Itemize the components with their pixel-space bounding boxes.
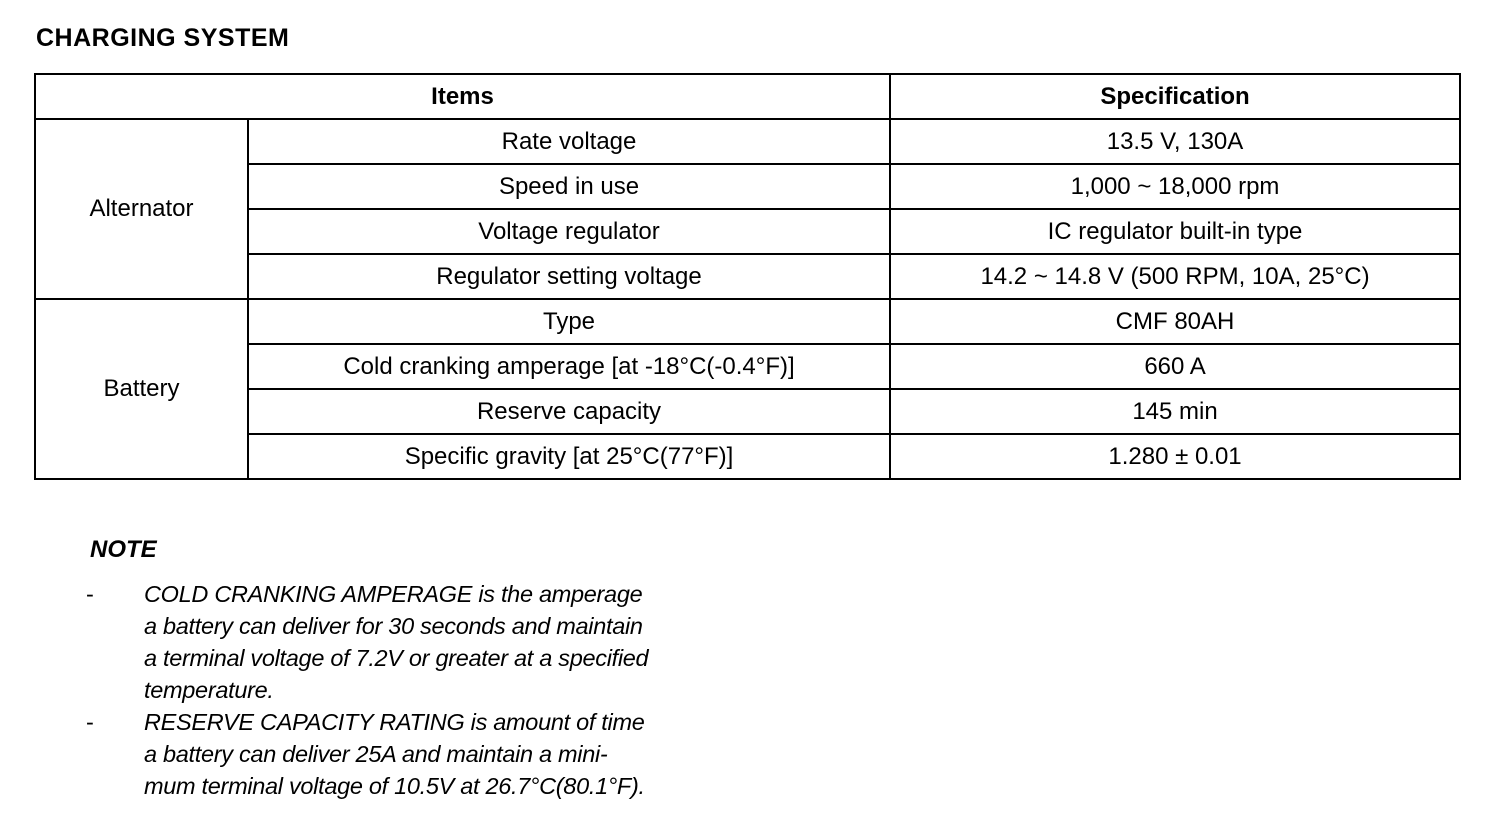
item-cell: Specific gravity [at 25°C(77°F)]	[248, 434, 890, 479]
spec-cell: 145 min	[890, 389, 1460, 434]
header-specification: Specification	[890, 74, 1460, 119]
note-line: a battery can deliver for 30 seconds and maintain	[144, 613, 643, 639]
spec-cell: CMF 80AH	[890, 299, 1460, 344]
table-row	[35, 254, 1460, 299]
spec-cell: 660 A	[890, 344, 1460, 389]
charging-spec-table	[34, 73, 1461, 480]
spec-cell: 13.5 V, 130A	[890, 119, 1460, 164]
spec-cell: 1,000 ~ 18,000 rpm	[890, 164, 1460, 209]
table-row	[35, 389, 1460, 434]
item-cell: Voltage regulator	[248, 209, 890, 254]
item-cell: Speed in use	[248, 164, 890, 209]
table-header-row	[35, 74, 1460, 119]
spec-cell: 1.280 ± 0.01	[890, 434, 1460, 479]
group-alternator: Alternator	[35, 119, 248, 299]
item-cell: Cold cranking amperage [at -18°C(-0.4°F)]	[248, 344, 890, 389]
note-line: mum terminal voltage of 10.5V at 26.7°C(80.1°F).	[144, 773, 645, 799]
group-battery: Battery	[35, 299, 248, 479]
table-row	[35, 119, 1460, 164]
note-line: a terminal voltage of 7.2V or greater at a specified	[144, 645, 649, 671]
spec-cell: 14.2 ~ 14.8 V (500 RPM, 10A, 25°C)	[890, 254, 1460, 299]
table-row	[35, 164, 1460, 209]
page-title: CHARGING SYSTEM	[36, 24, 290, 52]
table-row	[35, 434, 1460, 479]
table-row	[35, 299, 1460, 344]
note-line: temperature.	[144, 677, 274, 703]
item-cell: Rate voltage	[248, 119, 890, 164]
item-cell: Type	[248, 299, 890, 344]
table-row	[35, 209, 1460, 254]
note-line: RESERVE CAPACITY RATING is amount of time	[144, 709, 645, 735]
item-cell: Regulator setting voltage	[248, 254, 890, 299]
table-row	[35, 344, 1460, 389]
note-line: a battery can deliver 25A and maintain a mini-	[144, 741, 608, 767]
note-item	[86, 578, 726, 706]
note-item	[86, 706, 726, 802]
note-line: COLD CRANKING AMPERAGE is the amperage	[144, 581, 643, 607]
note-list	[86, 578, 726, 802]
note-title: NOTE	[90, 536, 157, 563]
item-cell: Reserve capacity	[248, 389, 890, 434]
spec-cell: IC regulator built-in type	[890, 209, 1460, 254]
note-bullet: -	[86, 709, 94, 735]
header-items: Items	[35, 74, 890, 119]
note-bullet: -	[86, 581, 94, 607]
